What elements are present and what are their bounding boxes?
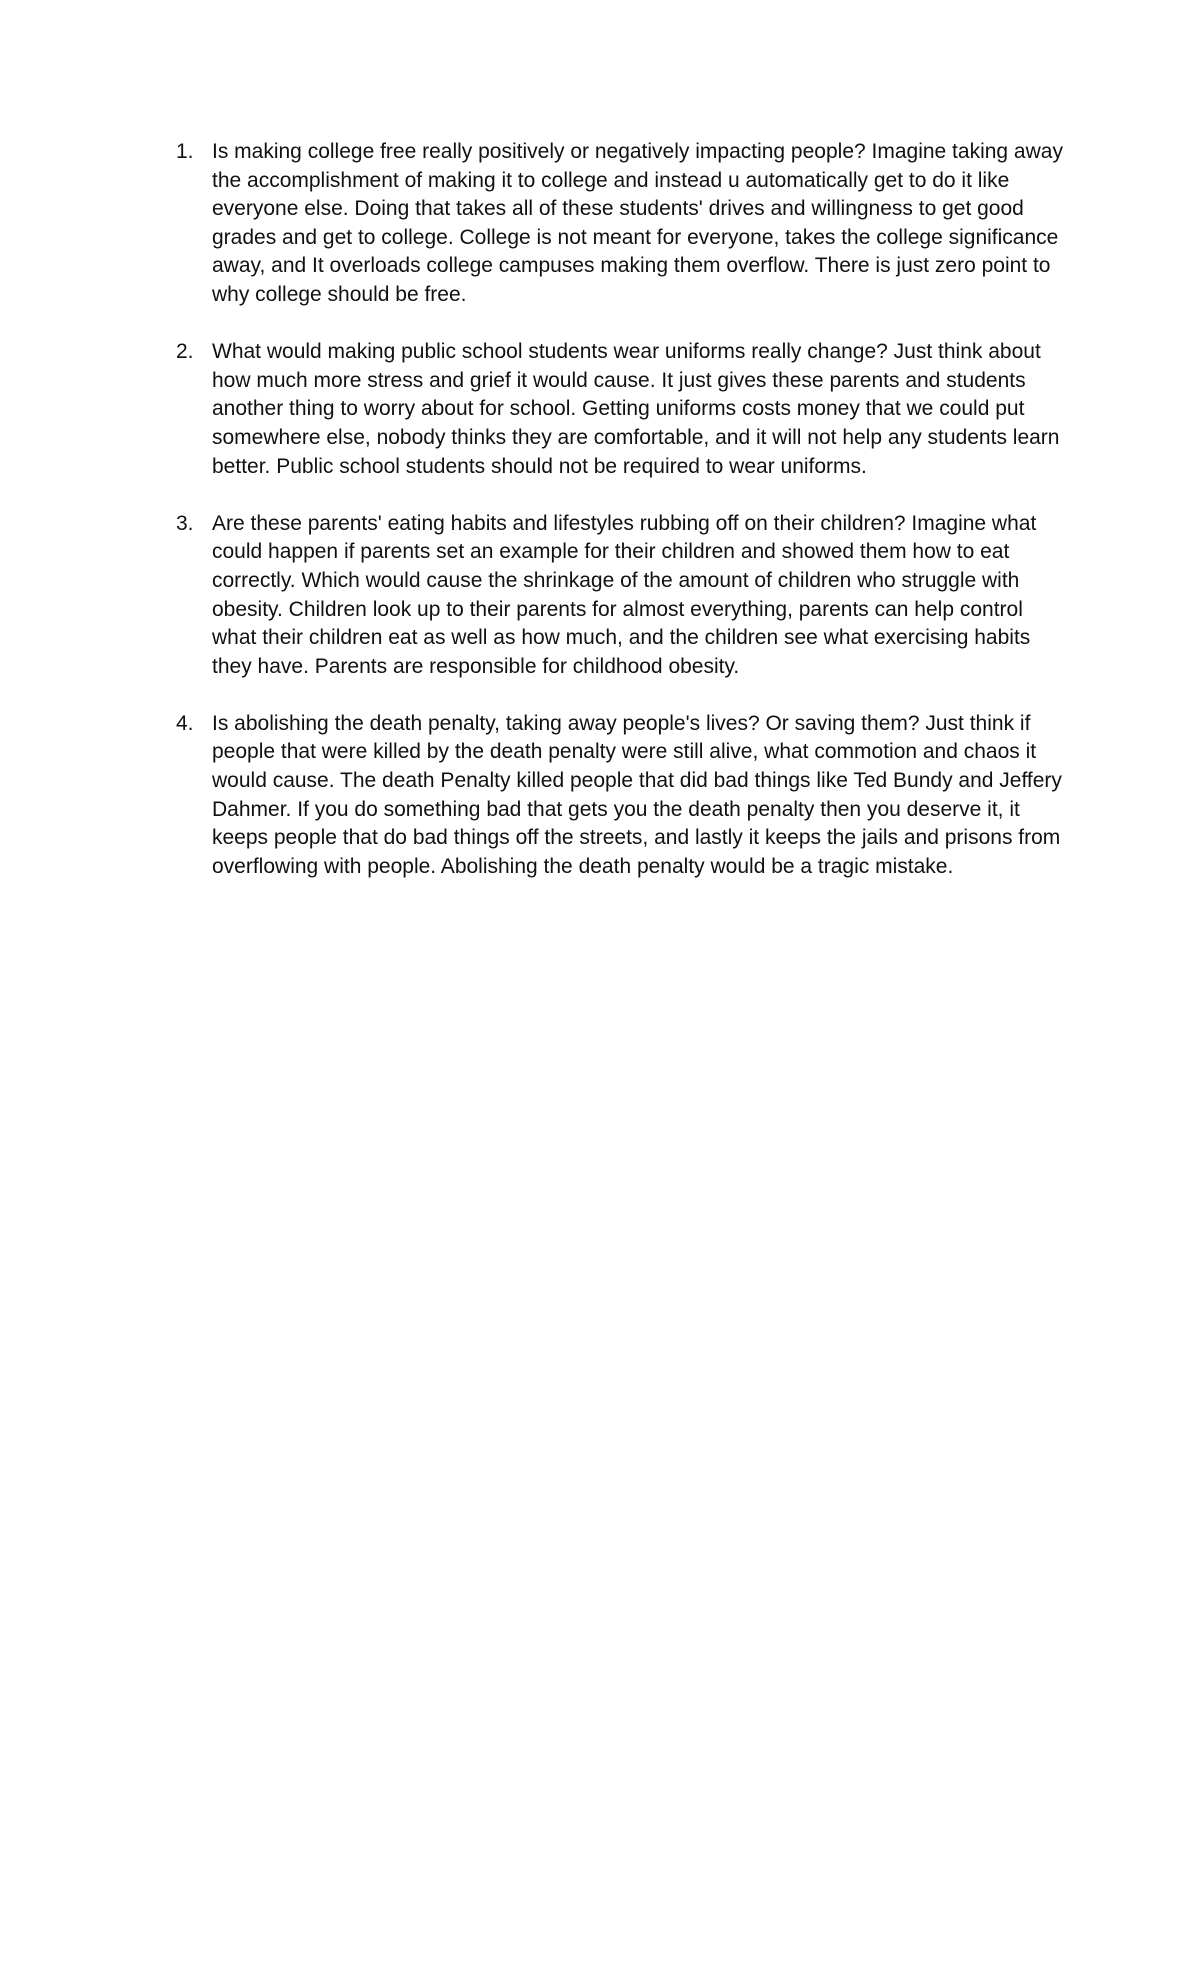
paragraph-text: Are these parents' eating habits and lifestyles rubbing off on their children? Imagine what could happen if parents set an example for their children and showed them how to eat correctly. Which would cause the shrinkage of the amount of children who struggle with obesity. Children look up to their parents for almost everything, parents can help control what their children eat as well as how much, and the children see what exercising habits they have. Parents are responsible for childhood obesity. xyxy=(212,511,1037,678)
paragraph-text: What would making public school students wear uniforms really change? Just think about how much more stress and grief it would cause. It just gives these parents and students another thing to worry about for school. Getting uniforms costs money that we could put somewhere else, nobody thinks they are comfortable, and it will not help any students learn better. Public school students should not be required to wear uniforms. xyxy=(212,340,1060,478)
list-number: 3. xyxy=(176,511,194,535)
list-number: 1. xyxy=(176,140,194,163)
paragraph-text: Is making college free really positively or negatively impacting people? Imagine taking away the accomplishment of making it to college and instead u automatically get to do it like everyone else. Doing that takes all of these students' drives and willingness to get good grades and get to college. College is not meant for everyone, takes the college significance away, and It overloads college campuses making them overflow. There is just zero point to why college should be free. xyxy=(212,140,1063,306)
paragraph-text: Is abolishing the death penalty, taking away people's lives? Or saving them? Just think if people that were killed by the death penalty were still alive, what commotion and chaos it would cause. The death Penalty killed people that did bad things like Ted Bundy and Jeffery Dahmer. If you do something bad that gets you the death penalty then you deserve it, it keeps people that do bad things off the streets, and lastly it keeps the jails and prisons from overflowing with people. Abolishing the death penalty would be a tragic mistake. xyxy=(212,711,1062,878)
list-number: 2. xyxy=(176,340,194,364)
list-item-2 xyxy=(176,338,1066,481)
list-item-1 xyxy=(176,138,1066,310)
list-number: 4. xyxy=(176,711,194,735)
list-item-3 xyxy=(176,510,1066,682)
numbered-list xyxy=(176,138,1066,910)
list-item-4 xyxy=(176,710,1066,882)
